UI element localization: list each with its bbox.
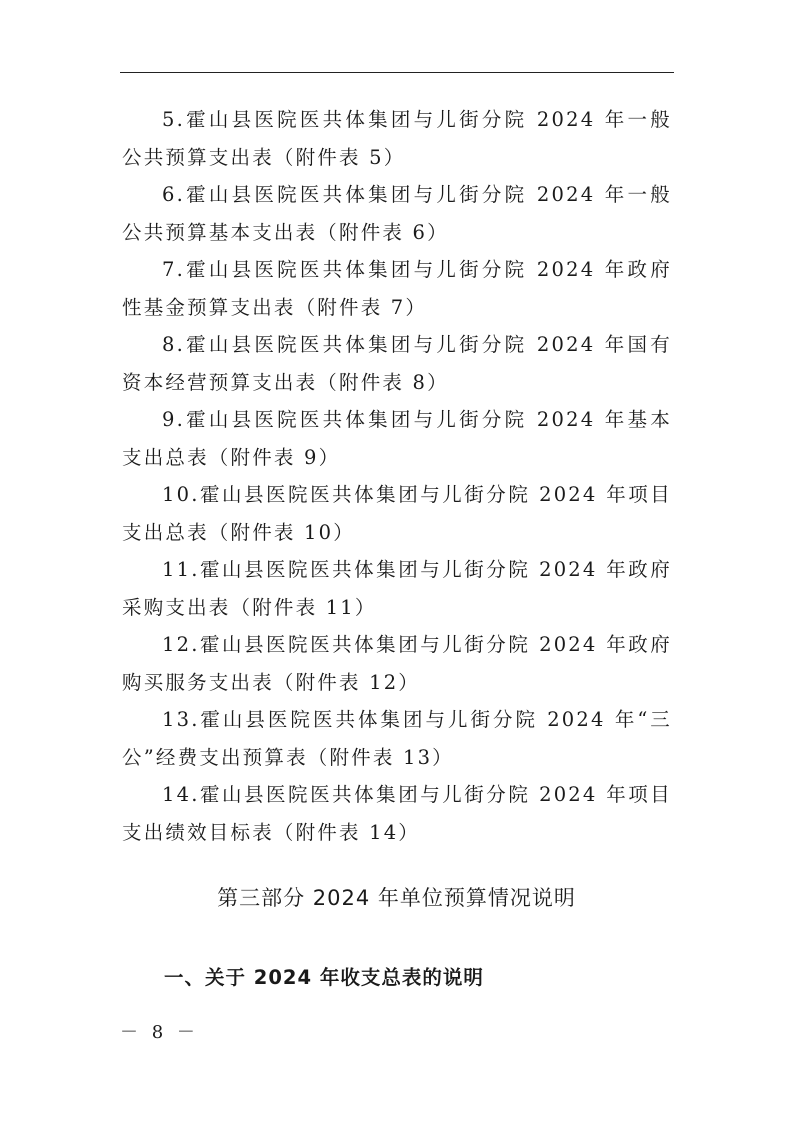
list-item: 14.霍山县医院医共体集团与儿街分院 2024 年项目支出绩效目标表（附件表 14） <box>122 783 672 844</box>
subsection-title: 一、关于 2024 年收支总表的说明 <box>164 966 484 989</box>
attachment-list <box>122 101 672 851</box>
list-item: 6.霍山县医院医共体集团与儿街分院 2024 年一般公共预算基本支出表（附件表 6） <box>122 183 672 244</box>
list-item: 5.霍山县医院医共体集团与儿街分院 2024 年一般公共预算支出表（附件表 5） <box>122 108 672 169</box>
section-title: 第三部分 2024 年单位预算情况说明 <box>217 886 576 910</box>
list-item: 9.霍山县医院医共体集团与儿街分院 2024 年基本支出总表（附件表 9） <box>122 408 672 469</box>
list-item: 8.霍山县医院医共体集团与儿街分院 2024 年国有资本经营预算支出表（附件表 8） <box>122 333 672 394</box>
list-item: 13.霍山县医院医共体集团与儿街分院 2024 年“三公”经费支出预算表（附件表 13） <box>122 708 672 769</box>
list-item: 10.霍山县医院医共体集团与儿街分院 2024 年项目支出总表（附件表 10） <box>122 483 672 544</box>
header-rule <box>120 72 674 73</box>
list-item: 12.霍山县医院医共体集团与儿街分院 2024 年政府购买服务支出表（附件表 12） <box>122 633 672 694</box>
page-number: － 8 － <box>120 1022 199 1043</box>
list-item: 7.霍山县医院医共体集团与儿街分院 2024 年政府性基金预算支出表（附件表 7） <box>122 258 672 319</box>
list-item: 11.霍山县医院医共体集团与儿街分院 2024 年政府采购支出表（附件表 11） <box>122 558 672 619</box>
